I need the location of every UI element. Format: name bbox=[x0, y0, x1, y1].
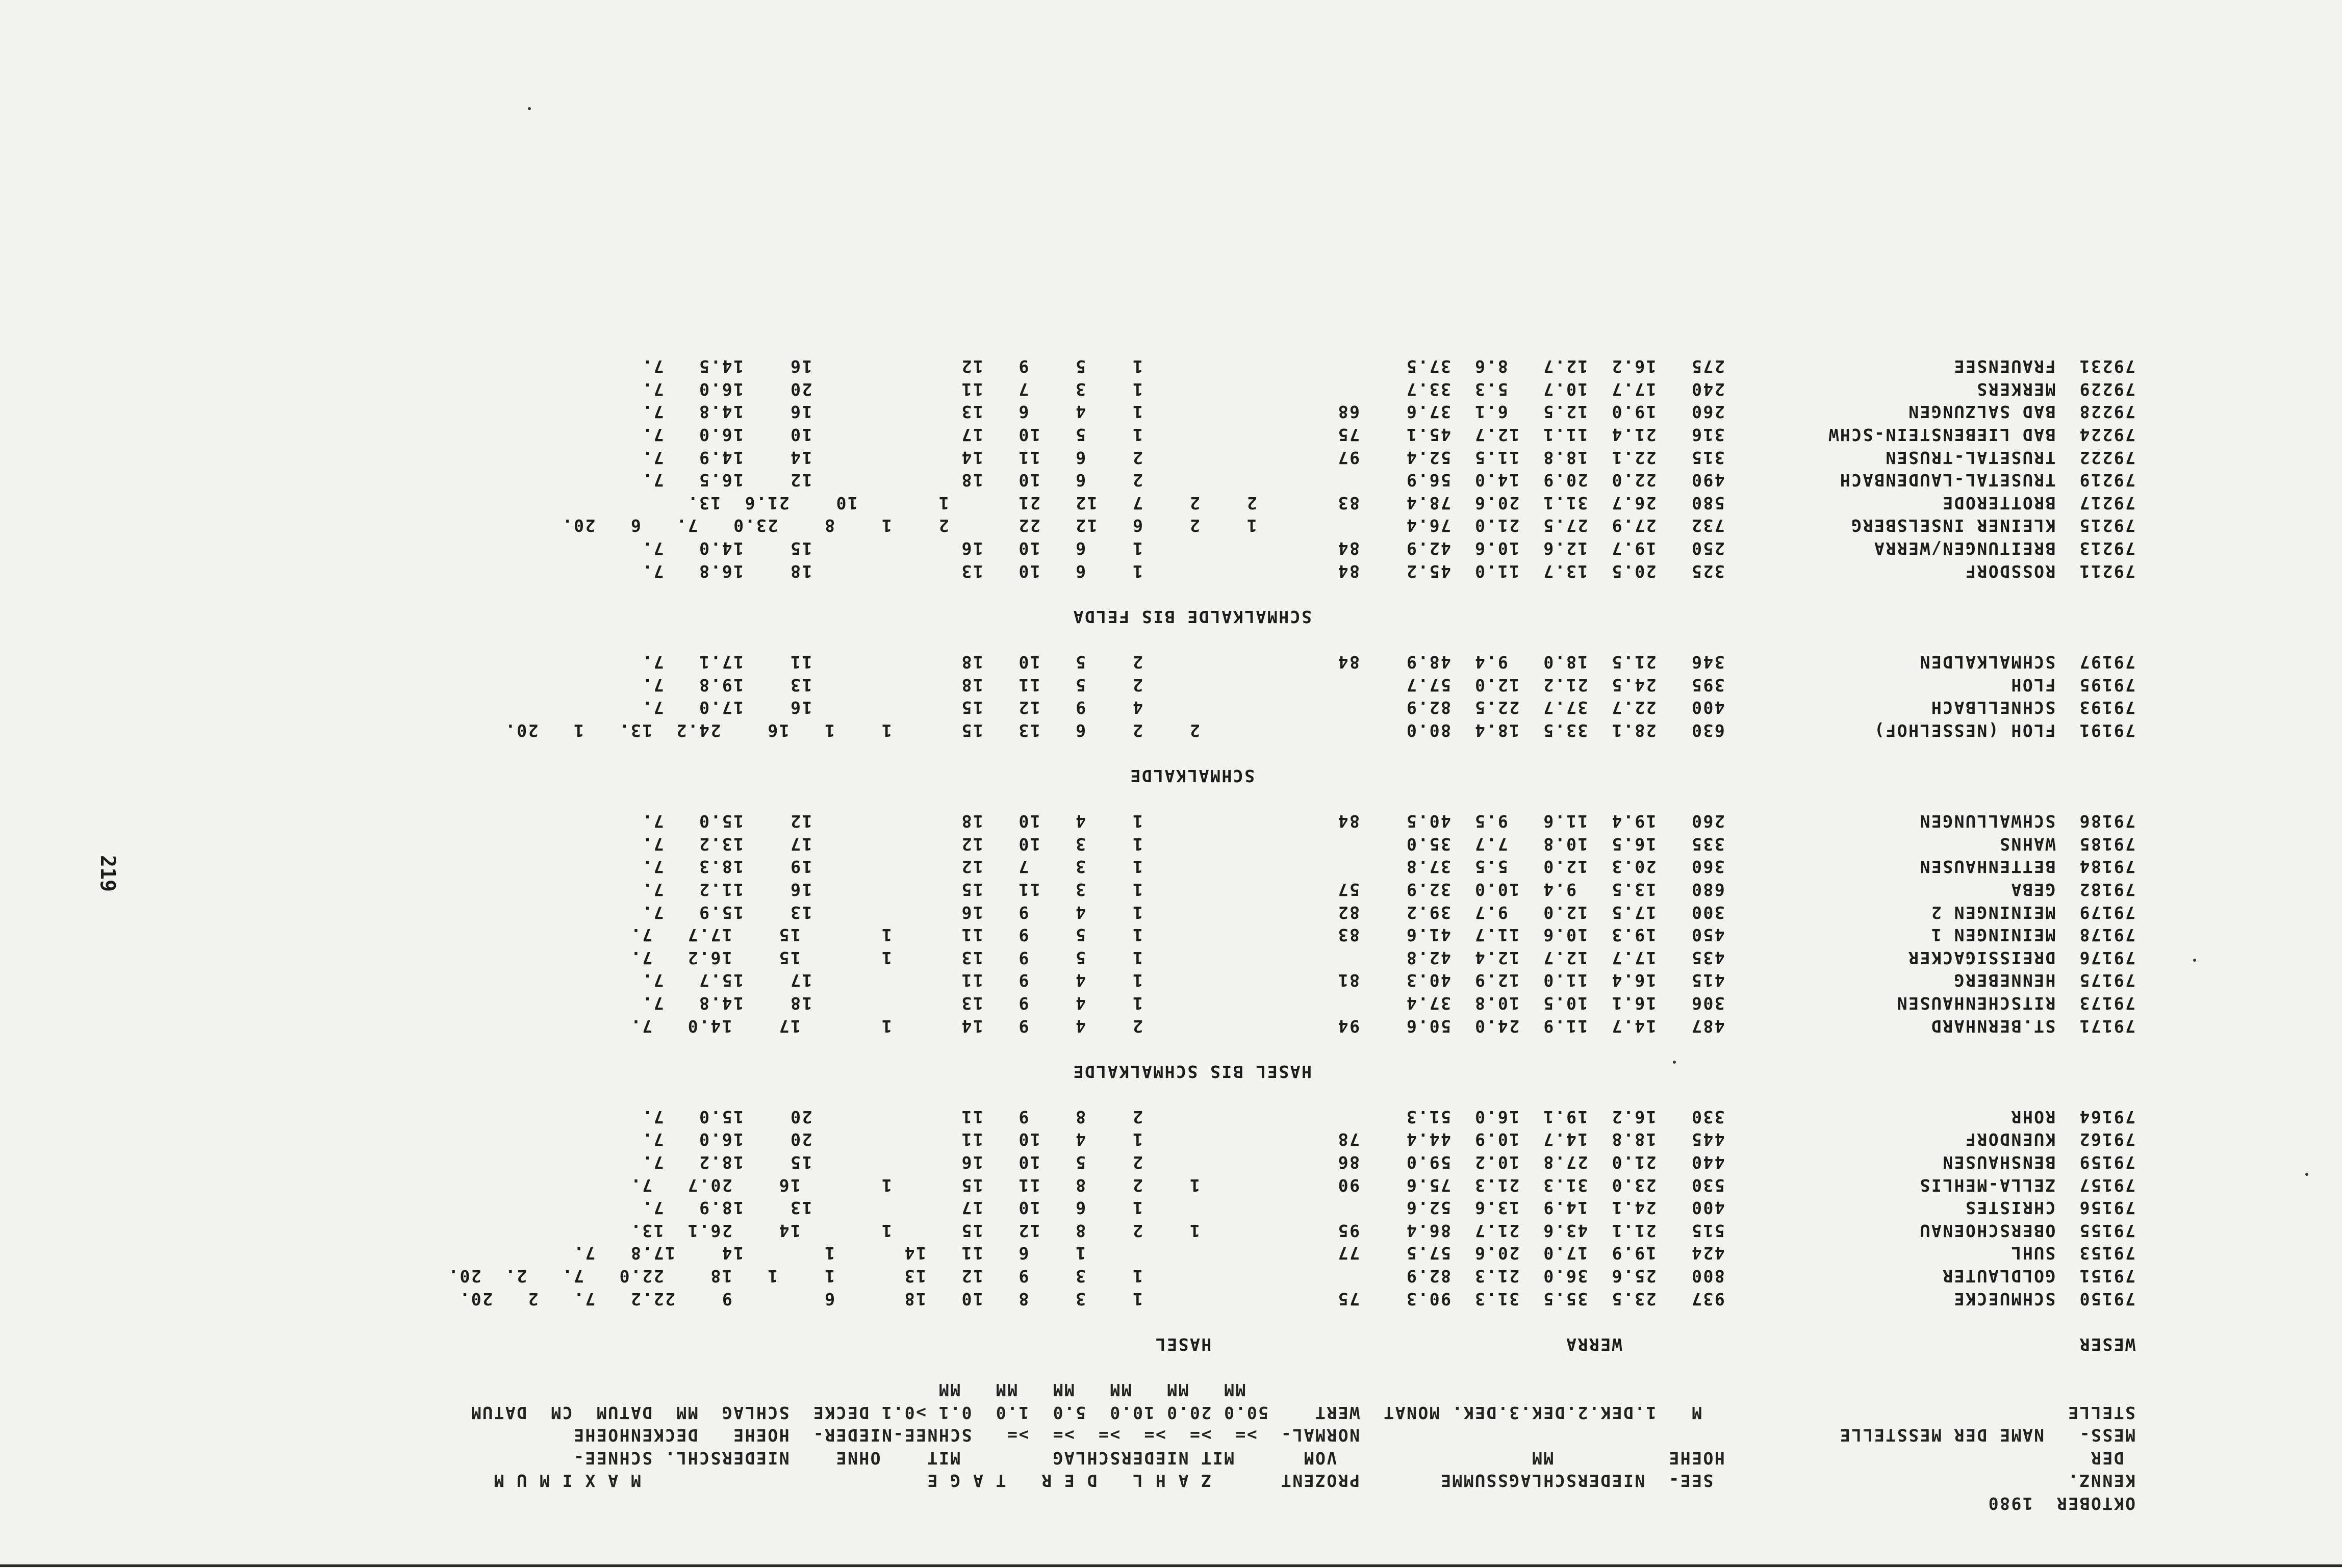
table-row: 79217 BROTTERODE 580 26.7 31.1 20.6 78.4 83 2 2 7 12 21 1 10 21.6 13. bbox=[686, 493, 2135, 513]
table-row: 79175 HENNEBERG 415 16.4 11.0 12.9 40.3 81 1 4 9 11 17 15.7 7. bbox=[641, 970, 2135, 991]
precipitation-table bbox=[248, 355, 2135, 1514]
section-title: WESER WERRA HASEL bbox=[1154, 1334, 2135, 1354]
speck bbox=[528, 107, 531, 110]
table-row: 79197 SCHMALKALDEN 346 21.5 18.0 9.4 48.9 84 2 5 10 18 11 17.1 7. bbox=[641, 652, 2135, 673]
table-row: 79159 BENSHAUSEN 440 21.0 27.8 10.2 59.0 86 2 5 10 16 15 18.2 7. bbox=[641, 1152, 2135, 1173]
table-row: 79179 MEININGEN 2 300 17.5 12.0 9.7 39.2 82 1 4 9 16 13 15.9 7. bbox=[641, 902, 2135, 922]
table-row: 79215 KLEINER INSELSBERG 732 27.9 27.5 21.0 76.4 1 2 6 12 22 2 1 8 23.0 7. 6 20. bbox=[561, 516, 2135, 536]
table-row: 79184 BETTENHAUSEN 360 20.3 12.0 5.5 37.8 1 3 7 12 19 18.3 7. bbox=[641, 857, 2135, 877]
table-row: 79219 TRUSETAL-LAUDENBACH 490 22.0 20.9 14.0 56.9 2 6 10 18 12 16.5 7. bbox=[641, 470, 2135, 491]
section-block bbox=[248, 787, 2135, 1083]
table-row: 79224 BAD LIEBENSTEIN-SCHW 316 21.4 11.1 12.7 45.1 75 1 5 10 17 10 16.0 7. bbox=[641, 425, 2135, 445]
table-row: 79176 DREISSIGACKER 435 17.7 12.7 12.4 42.8 1 5 9 13 1 15 16.2 7. bbox=[629, 947, 2135, 968]
table-row: 79156 CHRISTES 400 24.1 14.9 13.6 52.6 1 6 10 17 13 18.9 7. bbox=[641, 1198, 2135, 1218]
section-title: SCHMALKALDE BIS FELDA bbox=[1072, 606, 1312, 627]
speck bbox=[2305, 1173, 2308, 1176]
section-title: SCHMALKALDE bbox=[1129, 766, 1255, 786]
table-row: 79193 SCHNELLBACH 400 22.7 37.7 22.5 82.9 4 9 12 15 16 17.0 7. bbox=[641, 698, 2135, 718]
table-row: 79211 ROSSDORF 325 20.5 13.7 11.0 45.2 84 1 6 10 13 18 16.8 7. bbox=[641, 561, 2135, 581]
section-block bbox=[248, 628, 2135, 787]
speck bbox=[2193, 959, 2196, 962]
table-row: 79178 MEININGEN 1 450 19.3 10.6 11.7 41.6 83 1 5 9 11 1 15 17.7 7. bbox=[629, 925, 2135, 945]
section-title: HASEL BIS SCHMALKALDE bbox=[1072, 1061, 1312, 1082]
speck bbox=[1673, 1061, 1676, 1064]
page-edge-rule bbox=[0, 1564, 2342, 1567]
header-line: MESS- NAME DER MESSTELLE NORMAL- >= >= >= >= >= >= SCHNEE-NIEDER- HOEHE DECKENHOEHE bbox=[572, 1425, 2135, 1446]
table-row: 79185 WAHNS 335 16.5 10.8 7.7 35.0 1 3 10 12 17 13.2 7. bbox=[641, 834, 2135, 854]
table-row: 79151 GOLDLAUTER 800 25.6 36.0 21.3 82.9 1 3 9 12 13 1 1 18 22.0 7. 2. 20. bbox=[447, 1266, 2135, 1287]
table-row: 79162 KUENDORF 445 18.8 14.7 10.9 44.4 78 1 4 10 11 20 16.0 7. bbox=[641, 1129, 2135, 1150]
table-row: 79182 GEBA 680 13.5 9.4 10.0 32.9 57 1 3 11 15 16 11.2 7. bbox=[641, 879, 2135, 899]
table-row: 79153 SUHL 424 19.9 17.0 20.6 57.5 77 1 6 11 14 1 14 17.8 7. bbox=[572, 1243, 2135, 1264]
table-row: 79155 OBERSCHOENAU 515 21.1 43.6 21.7 86.4 95 1 2 8 12 15 1 14 26.1 13. bbox=[629, 1220, 2135, 1241]
header-line: DER HOEHE MM VOM MIT NIEDERSCHLAG MIT OHNE NIEDERSCHL. SCHNEE- bbox=[572, 1448, 2135, 1468]
table-row: 79186 SCHWALLUNGEN 260 19.4 11.6 9.5 40.5 84 1 4 10 18 12 15.0 7. bbox=[641, 811, 2135, 832]
header-line: MM MM MM MM MM MM bbox=[937, 1380, 2135, 1400]
header-line: KENNZ. SEE- NIEDERSCHLAGSSUMME PROZENT Z A H L D E R T A G E M A X I M U M bbox=[493, 1471, 2135, 1491]
table-row: 79171 ST.BERNHARD 487 14.7 11.9 24.0 50.6 94 2 4 9 14 1 17 14.0 7. bbox=[629, 1016, 2135, 1036]
table-row: 79228 BAD SALZUNGEN 260 19.0 12.5 6.1 37.6 68 1 4 6 13 16 14.8 7. bbox=[641, 402, 2135, 422]
section-block bbox=[248, 1083, 2135, 1355]
table-row: 79191 FLOH (NESSELHOF) 630 28.1 33.5 18.4 80.0 2 2 6 13 15 1 1 16 24.2 13. 1 20. bbox=[504, 720, 2135, 740]
table-row: 79195 FLOH 395 24.5 21.2 12.0 57.7 2 5 11 18 13 19.8 7. bbox=[641, 675, 2135, 695]
table-row: 79213 BREITUNGEN/WERRA 250 19.7 12.6 10.6 42.9 84 1 6 10 16 15 14.0 7. bbox=[641, 538, 2135, 559]
table-row: 79222 TRUSETAL-TRUSEN 315 22.1 18.8 11.5 52.4 97 2 6 11 14 14 14.9 7. bbox=[641, 447, 2135, 468]
table-row: 79164 ROHR 330 16.2 19.1 16.0 51.3 2 8 9 11 20 15.0 7. bbox=[641, 1107, 2135, 1127]
table-row: 79157 ZELLA-MEHLIS 530 23.0 31.3 21.3 75.6 90 1 2 8 11 15 1 16 20.7 7. bbox=[629, 1175, 2135, 1195]
table-row: 79231 FRAUENSEE 275 16.2 12.7 8.6 37.5 1 5 9 12 16 14.5 7. bbox=[641, 356, 2135, 377]
table-header bbox=[248, 1355, 2135, 1514]
table-row: 79150 SCHMUECKE 937 23.5 35.5 31.3 90.3 75 1 3 8 10 18 6 9 22.2 7. 2 20. bbox=[458, 1289, 2135, 1309]
page-number: 219 bbox=[96, 855, 120, 892]
table-row: 79173 RITSCHENHAUSEN 306 16.1 10.5 10.8 37.4 1 4 9 13 18 14.8 7. bbox=[641, 993, 2135, 1013]
header-line: STELLE M 1.DEK.2.DEK.3.DEK. MONAT WERT 50.0 20.0 10.0 5.0 1.0 0.1 >0.1 DECKE SCHLAG MM DATUM CM DATUM bbox=[470, 1402, 2135, 1423]
month-title: OKTOBER 1980 bbox=[1987, 1494, 2135, 1513]
table-row: 79229 MERKERS 240 17.7 10.7 5.3 33.7 1 3 7 11 20 16.0 7. bbox=[641, 379, 2135, 399]
section-block bbox=[248, 355, 2135, 628]
